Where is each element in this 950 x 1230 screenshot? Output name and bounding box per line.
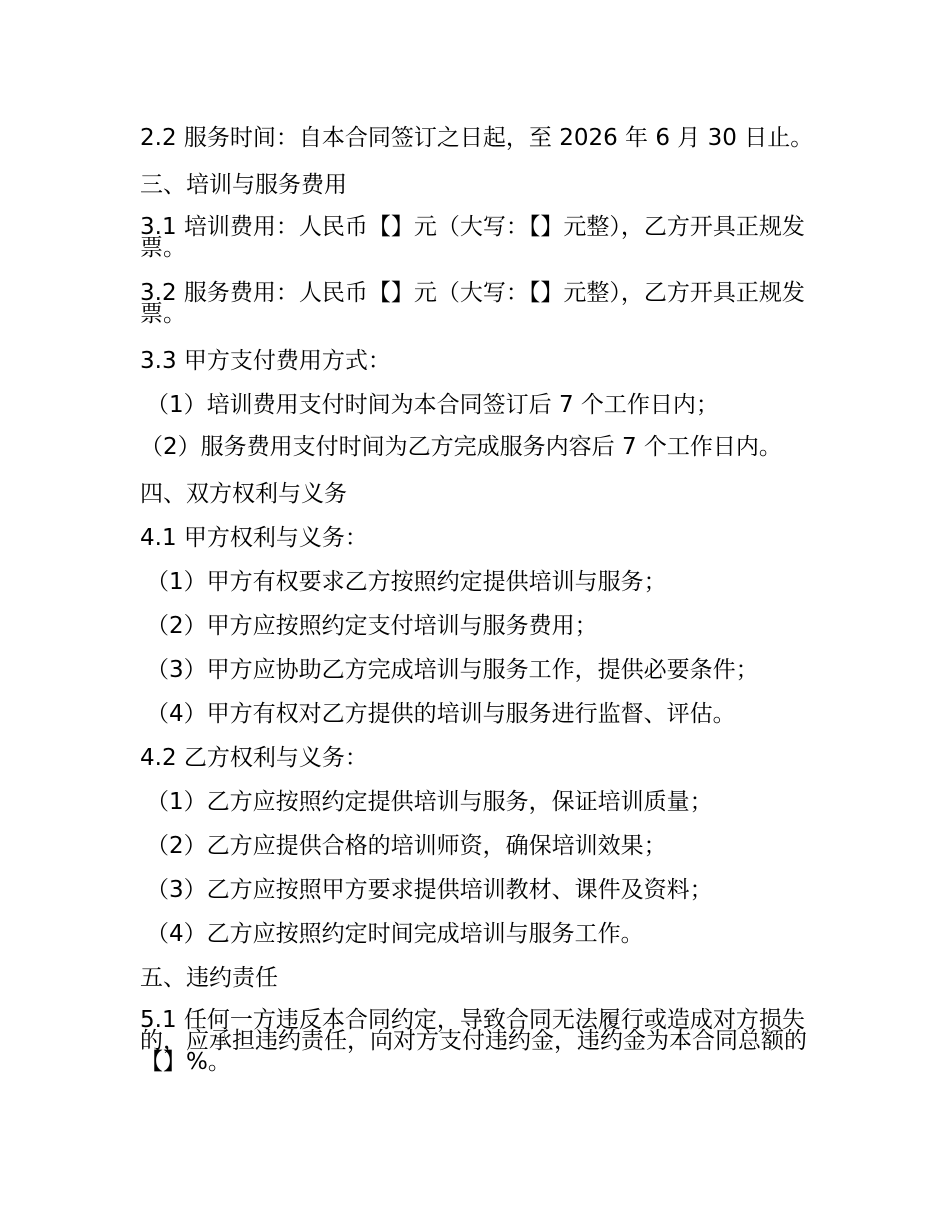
party-a-item-3: （3）甲方应协助乙方完成培训与服务工作，提供必要条件；	[146, 657, 759, 683]
payment-item-1: （1）培训费用支付时间为本合同签订后 7 个工作日内；	[146, 392, 719, 418]
clause-4-2-party-b: 4.2 乙方权利与义务：	[140, 745, 368, 771]
section-4-heading: 四、双方权利与义务	[140, 481, 347, 507]
clause-2-2-service-time: 2.2 服务时间：自本合同签订之日起，至 2026 年 6 月 30 日止。	[140, 125, 814, 151]
payment-item-2: （2）服务费用支付时间为乙方完成服务内容后 7 个工作日内。	[140, 434, 782, 460]
party-b-item-1: （1）乙方应按照约定提供培训与服务，保证培训质量；	[146, 789, 713, 815]
section-3-heading: 三、培训与服务费用	[140, 172, 347, 198]
document-body	[140, 125, 820, 1097]
clause-5-1-breach: 5.1 任何一方违反本合同约定，导致合同无法履行或造成对方损失的，应承担违约责任，向对方支付违约金，违约金为本合同总额的【】%。	[140, 1007, 807, 1075]
party-a-item-1: （1）甲方有权要求乙方按照约定提供培训与服务；	[146, 569, 667, 595]
party-a-item-4: （4）甲方有权对乙方提供的培训与服务进行监督、评估。	[146, 701, 736, 727]
party-b-item-3: （3）乙方应按照甲方要求提供培训教材、课件及资料；	[146, 877, 713, 903]
clause-3-1-training-fee: 3.1 培训费用：人民币【】元（大写：【】元整），乙方开具正规发票。	[140, 214, 805, 261]
section-5-heading: 五、违约责任	[140, 965, 278, 991]
clause-3-2-service-fee: 3.2 服务费用：人民币【】元（大写：【】元整），乙方开具正规发票。	[140, 280, 805, 327]
party-b-item-2: （2）乙方应提供合格的培训师资，确保培训效果；	[146, 833, 667, 859]
clause-3-3-payment-method: 3.3 甲方支付费用方式：	[140, 348, 391, 374]
party-b-item-4: （4）乙方应按照约定时间完成培训与服务工作。	[146, 921, 644, 947]
party-a-item-2: （2）甲方应按照约定支付培训与服务费用；	[146, 613, 598, 639]
clause-4-1-party-a: 4.1 甲方权利与义务：	[140, 525, 368, 551]
